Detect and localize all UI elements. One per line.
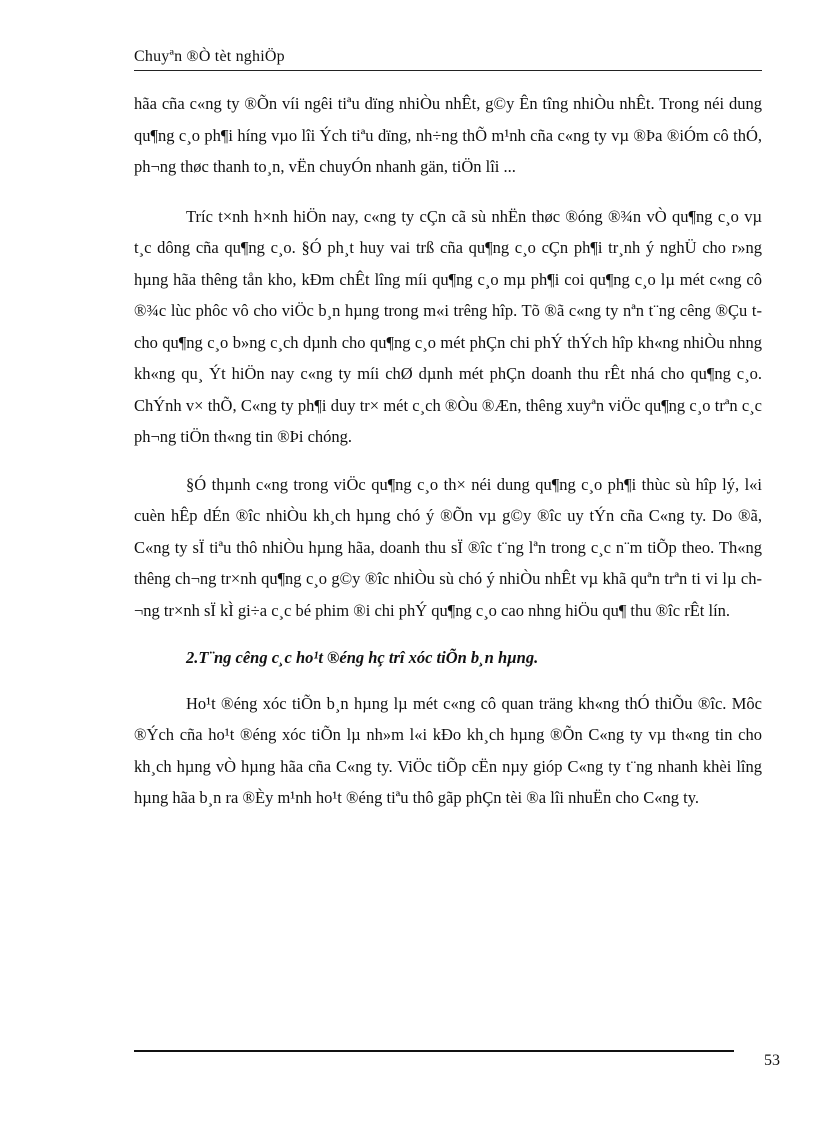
header-rule: [134, 70, 762, 71]
body-paragraph-2: Tríc t×nh h×nh hiÖn nay, c«ng ty cÇn cã sù nhËn thøc ®óng ®¾n vÒ qu¶ng c¸o vµ t¸c dông cña qu¶ng c¸o. §Ó ph¸t huy vai trß cña qu¶ng c¸o cÇn ph¶i tr¸nh ý nghÜ cho r»ng hµng hãa thêng tån kho, kÐm chÊt lîng míi qu¶ng c¸o mµ ph¶i coi qu¶ng c¸o lµ mét c«ng cô ®¾c lùc phôc vô cho viÖc b¸n hµng trong m«i trêng hîp. Tõ ®ã c«ng ty nªn t¨ng cêng ®Çu t cho qu¶ng c¸o b»ng c¸ch dµnh cho qu¶ng c¸o mét phÇn chi phÝ thÝch hîp kh«ng nhiÒu nhng kh«ng qu¸ Ýt hiÖn nay c«ng ty míi chØ dµnh mét phÇn doanh thu rÊt nhá cho qu¶ng c¸o. ChÝnh v× thÕ, C«ng ty ph¶i duy tr× mét c¸ch ®Òu ®Æn, thêng xuyªn viÖc qu¶ng c¸o trªn c¸c ph¬ng tiÖn th«ng tin ®Þi chóng.: [134, 206, 762, 446]
body-paragraph-4: Ho¹t ®éng xóc tiÕn b¸n hµng lµ mét c«ng cô quan träng kh«ng thÓ thiÕu ®îc. Môc ®Ých cña ho¹t ®éng xóc tiÕn lµ nh»m l«i kÐo kh¸ch hµng ®Õn C«ng ty vµ th«ng tin cho kh¸ch hµng vÒ hµng hãa cña C«ng ty. ViÖc tiÕp cËn nµy gióp C«ng ty t¨ng nhanh khèi lîng hµng hãa b¸n ra ®Èy m¹nh ho¹t ®éng tiªu thô gãp phÇn tèi ®a lîi nhuËn cho C«ng ty.: [134, 693, 762, 807]
body-paragraph-3: §Ó thµnh c«ng trong viÖc qu¶ng c¸o th× néi dung qu¶ng c¸o ph¶i thùc sù hîp lý, l«i cuèn hÊp dÉn ®îc nhiÒu kh¸ch hµng chó ý ®Õn vµ g©y ®îc uy tÝn cña C«ng ty. Do ®ã, C«ng ty sÏ tiªu thô nhiÒu hµng hãa, doanh thu sÏ ®îc t¨ng lªn trong c¸c n¨m tiÕp theo. Th«ng thêng ch¬ng tr×nh qu¶ng c¸o g©y ®îc nhiÒu sù chó ý nhiÒu nhÊt vµ khã quªn trªn ti vi lµ ch¬ng tr×nh sÏ kÌ gi÷a c¸c bé phim ®i chi phÝ qu¶ng c¸o cao nhng hiÖu qu¶ thu ®îc rÊt lín.: [134, 474, 762, 620]
running-header: Chuyªn ®Ò tèt nghiÖp: [134, 48, 285, 65]
page-number: 53: [764, 1052, 780, 1069]
page-body: [134, 88, 762, 830]
body-paragraph-1: hãa cña c«ng ty ®Õn víi ngêi tiªu dïng nhiÒu nhÊt, g©y Ên tîng nhiÒu nhÊt. Trong néi dung qu¶ng c¸o ph¶i híng vµo lîi Ých tiªu dïng, nh÷ng thÕ m¹nh cña c«ng ty vµ ®Þa ®iÓm cô thÓ, ph¬ng thøc thanh to¸n, vËn chuyÓn nhanh gän, tiÖn lîi ...: [134, 94, 762, 176]
section-heading: 2.T¨ng cêng c¸c ho¹t ®éng hç trî xóc tiÕn b¸n hµng.: [186, 648, 539, 667]
footer-rule: [134, 1050, 734, 1052]
